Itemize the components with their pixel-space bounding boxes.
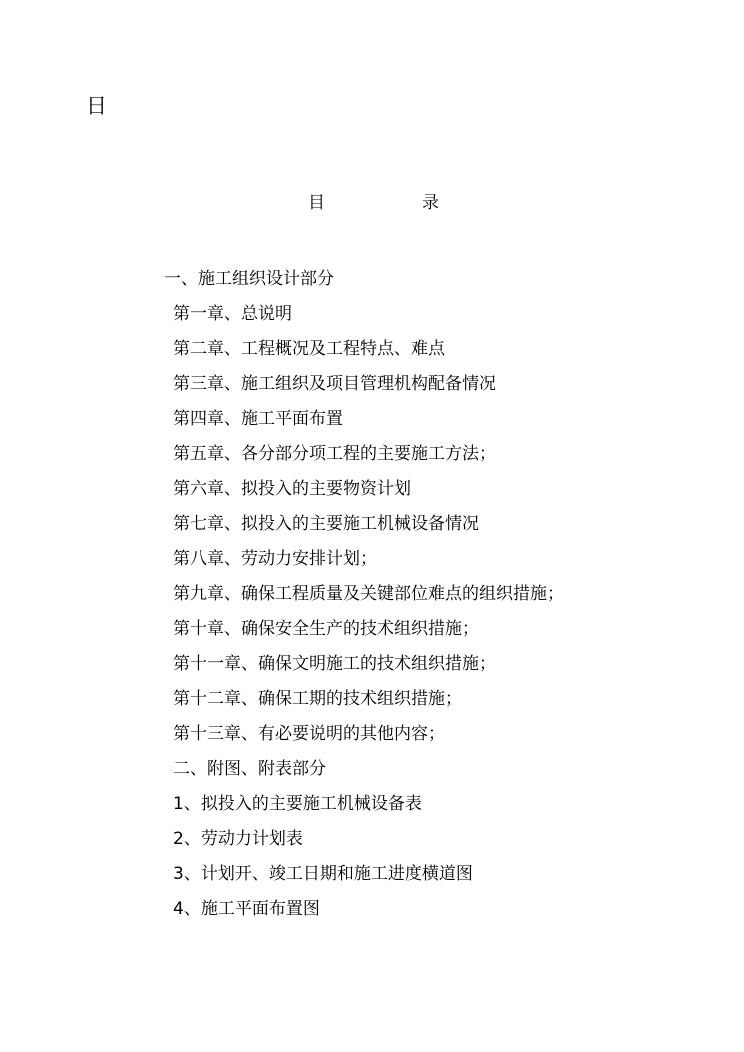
toc-entry: 一、施工组织设计部分 [164,269,334,289]
toc-entry: 第十二章、确保工期的技术组织措施； [173,689,462,709]
toc-list [0,262,744,927]
toc-entry: 第五章、各分部分项工程的主要施工方法； [173,444,496,464]
corner-character: 日 [86,94,107,118]
toc-entry: 第十三章、有必要说明的其他内容； [173,724,445,744]
toc-title-right: 录 [422,193,439,213]
toc-entry: 二、附图、附表部分 [173,759,326,779]
toc-entry: 1、拟投入的主要施工机械设备表 [173,794,422,814]
toc-entry: 第六章、拟投入的主要物资计划 [173,479,411,499]
toc-entry: 4、施工平面布置图 [173,899,320,919]
toc-entry: 第四章、施工平面布置 [173,409,343,429]
toc-entry: 第二章、工程概况及工程特点、难点 [173,339,445,359]
toc-entry: 第一章、总说明 [173,304,292,324]
toc-title-left: 目 [308,193,325,213]
toc-entry: 2、劳动力计划表 [173,829,303,849]
toc-entry: 第三章、施工组织及项目管理机构配备情况 [173,374,496,394]
toc-entry: 第八章、劳动力安排计划； [173,549,377,569]
toc-entry: 3、计划开、竣工日期和施工进度横道图 [173,864,473,884]
toc-entry: 第九章、确保工程质量及关键部位难点的组织措施； [173,584,564,604]
toc-entry: 第十一章、确保文明施工的技术组织措施； [173,654,496,674]
toc-entry: 第七章、拟投入的主要施工机械设备情况 [173,514,479,534]
toc-entry: 第十章、确保安全生产的技术组织措施； [173,619,479,639]
toc-title [0,190,744,216]
